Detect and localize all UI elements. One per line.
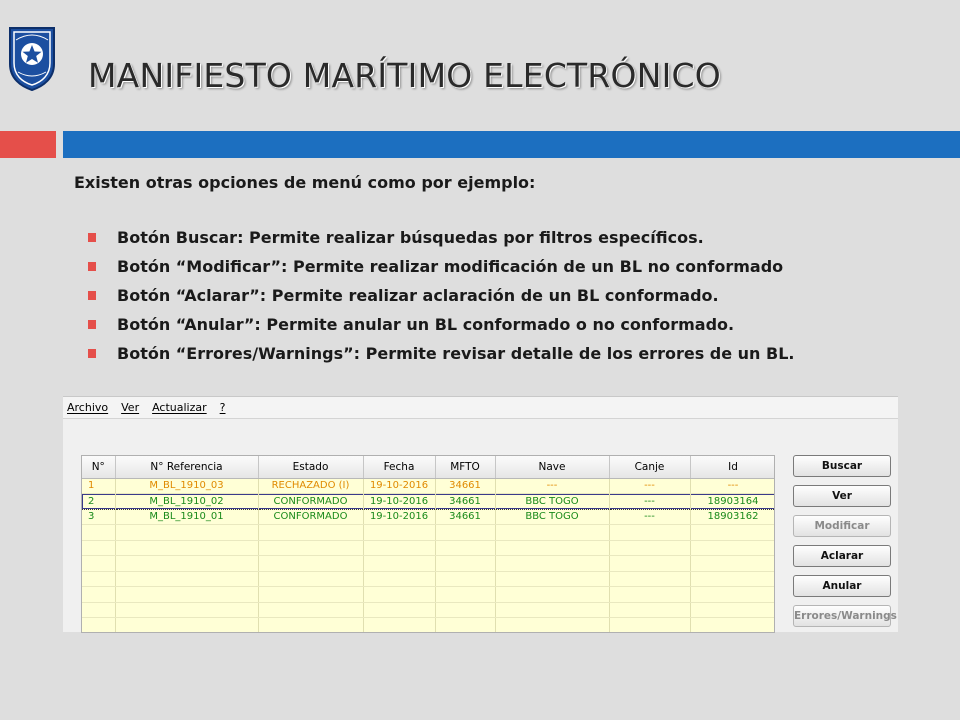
empty-row — [82, 587, 775, 603]
table-row[interactable] — [82, 509, 775, 525]
bullet-square-icon — [88, 291, 96, 300]
empty-row — [82, 571, 775, 587]
cell-mfto: 34661 — [435, 478, 495, 494]
cell-fecha: 19-10-2016 — [363, 509, 435, 525]
cell-referencia: M_BL_1910_02 — [115, 494, 258, 510]
menu-bar — [63, 397, 898, 419]
bullet-list — [88, 228, 794, 373]
cell-canje: --- — [609, 509, 690, 525]
bl-grid — [81, 455, 775, 633]
intro-text: Existen otras opciones de menú como por ejemplo: — [74, 173, 536, 192]
column-header-estado[interactable]: Estado — [258, 456, 363, 478]
page-title: MANIFIESTO MARÍTIMO ELECTRÓNICO — [88, 56, 721, 95]
app-window — [63, 396, 898, 632]
cell-id: 18903162 — [690, 509, 775, 525]
cell-nave: BBC TOGO — [495, 509, 609, 525]
errores-warnings-button[interactable]: Errores/Warnings — [793, 605, 891, 627]
cell-id: --- — [690, 478, 775, 494]
cell-n: 2 — [82, 494, 115, 510]
cell-n: 3 — [82, 509, 115, 525]
menu-actualizar[interactable]: Actualizar — [152, 401, 207, 414]
cell-estado: CONFORMADO — [258, 494, 363, 510]
header-accent-blue-bar — [63, 131, 960, 158]
column-header-referencia[interactable]: N° Referencia — [115, 456, 258, 478]
bullet-text: Botón “Errores/Warnings”: Permite revisar detalle de los errores de un BL. — [117, 344, 795, 363]
action-buttons — [793, 455, 897, 635]
bullet-text: Botón “Anular”: Permite anular un BL conformado o no conformado. — [117, 315, 735, 334]
cell-canje: --- — [609, 494, 690, 510]
column-header-mfto[interactable]: MFTO — [435, 456, 495, 478]
bullet-item — [88, 228, 794, 257]
bullet-square-icon — [88, 233, 96, 242]
menu-help[interactable]: ? — [219, 401, 226, 414]
cell-nave: --- — [495, 478, 609, 494]
aclarar-button[interactable]: Aclarar — [793, 545, 891, 567]
cell-estado: CONFORMADO — [258, 509, 363, 525]
cell-mfto: 34661 — [435, 509, 495, 525]
menu-archivo[interactable]: Archivo — [67, 401, 109, 414]
bullet-square-icon — [88, 262, 96, 271]
bullet-item — [88, 286, 794, 315]
bl-table — [82, 456, 775, 633]
bullet-item — [88, 257, 794, 286]
empty-row — [82, 540, 775, 556]
menu-ver[interactable]: Ver — [121, 401, 140, 414]
cell-estado: RECHAZADO (I) — [258, 478, 363, 494]
cell-id: 18903164 — [690, 494, 775, 510]
modificar-button[interactable]: Modificar — [793, 515, 891, 537]
cell-n: 1 — [82, 478, 115, 494]
header-accent-red-bar — [0, 131, 56, 158]
cell-referencia: M_BL_1910_01 — [115, 509, 258, 525]
bullet-text: Botón “Modificar”: Permite realizar modificación de un BL no conformado — [117, 257, 784, 276]
ver-button[interactable]: Ver — [793, 485, 891, 507]
empty-row — [82, 602, 775, 618]
cell-mfto: 34661 — [435, 494, 495, 510]
bullet-square-icon — [88, 349, 96, 358]
column-header-nave[interactable]: Nave — [495, 456, 609, 478]
cell-nave: BBC TOGO — [495, 494, 609, 510]
cell-referencia: M_BL_1910_03 — [115, 478, 258, 494]
bullet-text: Botón “Aclarar”: Permite realizar aclaración de un BL conformado. — [117, 286, 719, 305]
empty-row — [82, 618, 775, 634]
bullet-item — [88, 344, 794, 373]
cell-canje: --- — [609, 478, 690, 494]
column-header-canje[interactable]: Canje — [609, 456, 690, 478]
cell-fecha: 19-10-2016 — [363, 478, 435, 494]
bullet-square-icon — [88, 320, 96, 329]
aduanas-chile-logo — [6, 24, 58, 92]
empty-row — [82, 556, 775, 572]
bullet-item — [88, 315, 794, 344]
table-row[interactable] — [82, 478, 775, 494]
column-header-n[interactable]: N° — [82, 456, 115, 478]
anular-button[interactable]: Anular — [793, 575, 891, 597]
empty-row — [82, 525, 775, 541]
cell-fecha: 19-10-2016 — [363, 494, 435, 510]
column-header-fecha[interactable]: Fecha — [363, 456, 435, 478]
buscar-button[interactable]: Buscar — [793, 455, 891, 477]
column-header-id[interactable]: Id — [690, 456, 775, 478]
table-header-row — [82, 456, 775, 478]
bullet-text: Botón Buscar: Permite realizar búsquedas por filtros específicos. — [117, 228, 704, 247]
table-row-selected[interactable] — [82, 494, 775, 510]
